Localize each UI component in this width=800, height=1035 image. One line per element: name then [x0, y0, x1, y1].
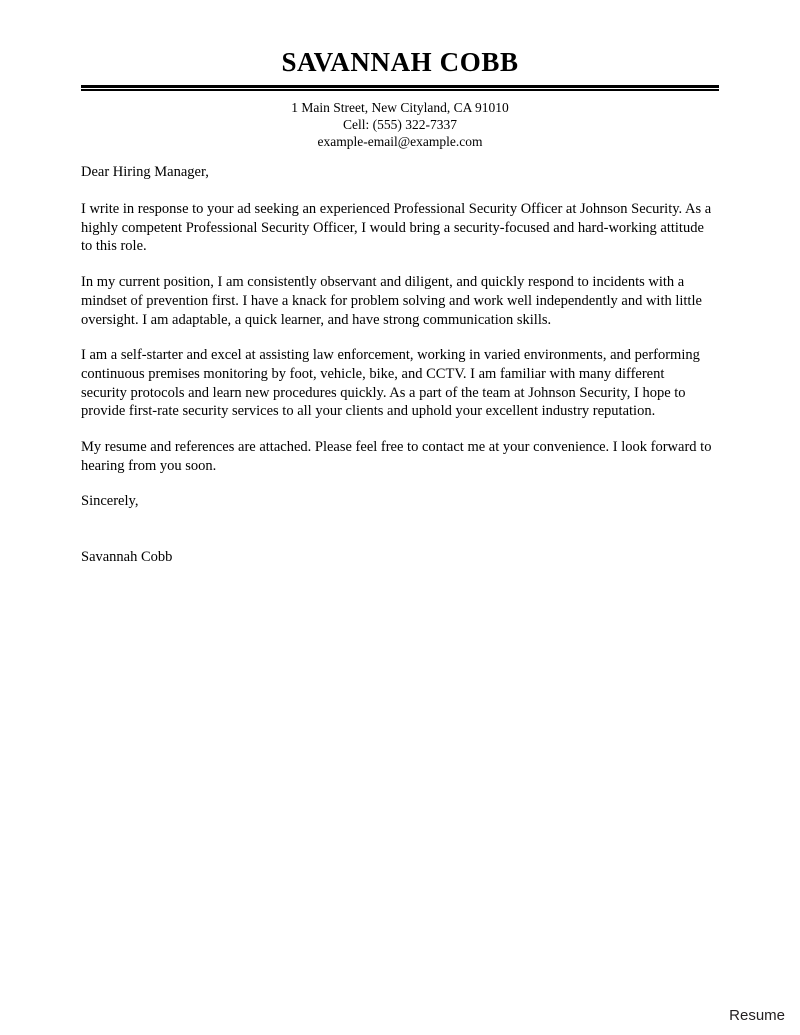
salutation: Dear Hiring Manager, [81, 164, 209, 180]
letter-header [81, 46, 719, 150]
letter-body [81, 163, 713, 567]
contact-address: 1 Main Street, New Cityland, CA 91010 [291, 100, 509, 115]
footer-label: Resume [729, 1007, 785, 1024]
contact-email: example-email@example.com [317, 134, 483, 149]
letter-paragraph-3: I am a self-starter and excel at assisting law enforcement, working in varied environments, and performing continuous premises monitoring by foot, vehicle, bike, and CCTV. I am familiar with many different security protocols and learn new procedures quickly. As a part of the team at Johnson Security, I hope to provide first-rate security services to all your clients and uphold your excellent industry reputation. [81, 347, 700, 420]
letter-paragraph-1: I write in response to your ad seeking an experienced Professional Security Officer at Johnson Security. As a highly competent Professional Security Officer, I would bring a security-focused and hard-working attitude to this role. [81, 201, 712, 255]
page-title: SAVANNAH COBB [281, 47, 519, 77]
closing-salutation: Sincerely, [81, 493, 139, 510]
header-double-rule [81, 85, 719, 91]
contact-phone: Cell: (555) 322-7337 [343, 117, 457, 132]
signature-name: Savannah Cobb [81, 549, 173, 566]
letter-paragraph-2: In my current position, I am consistently observant and diligent, and quickly respond to incidents with a mindset of prevention first. I have a knack for problem solving and work well independently and with little oversight. I am adaptable, a quick learner, and have strong communication skills. [81, 274, 702, 328]
letter-paragraph-4: My resume and references are attached. Please feel free to contact me at your convenience. I look forward to hearing from you soon. [81, 439, 712, 474]
contact-block [81, 99, 719, 150]
rule-thin-bar [81, 89, 719, 91]
